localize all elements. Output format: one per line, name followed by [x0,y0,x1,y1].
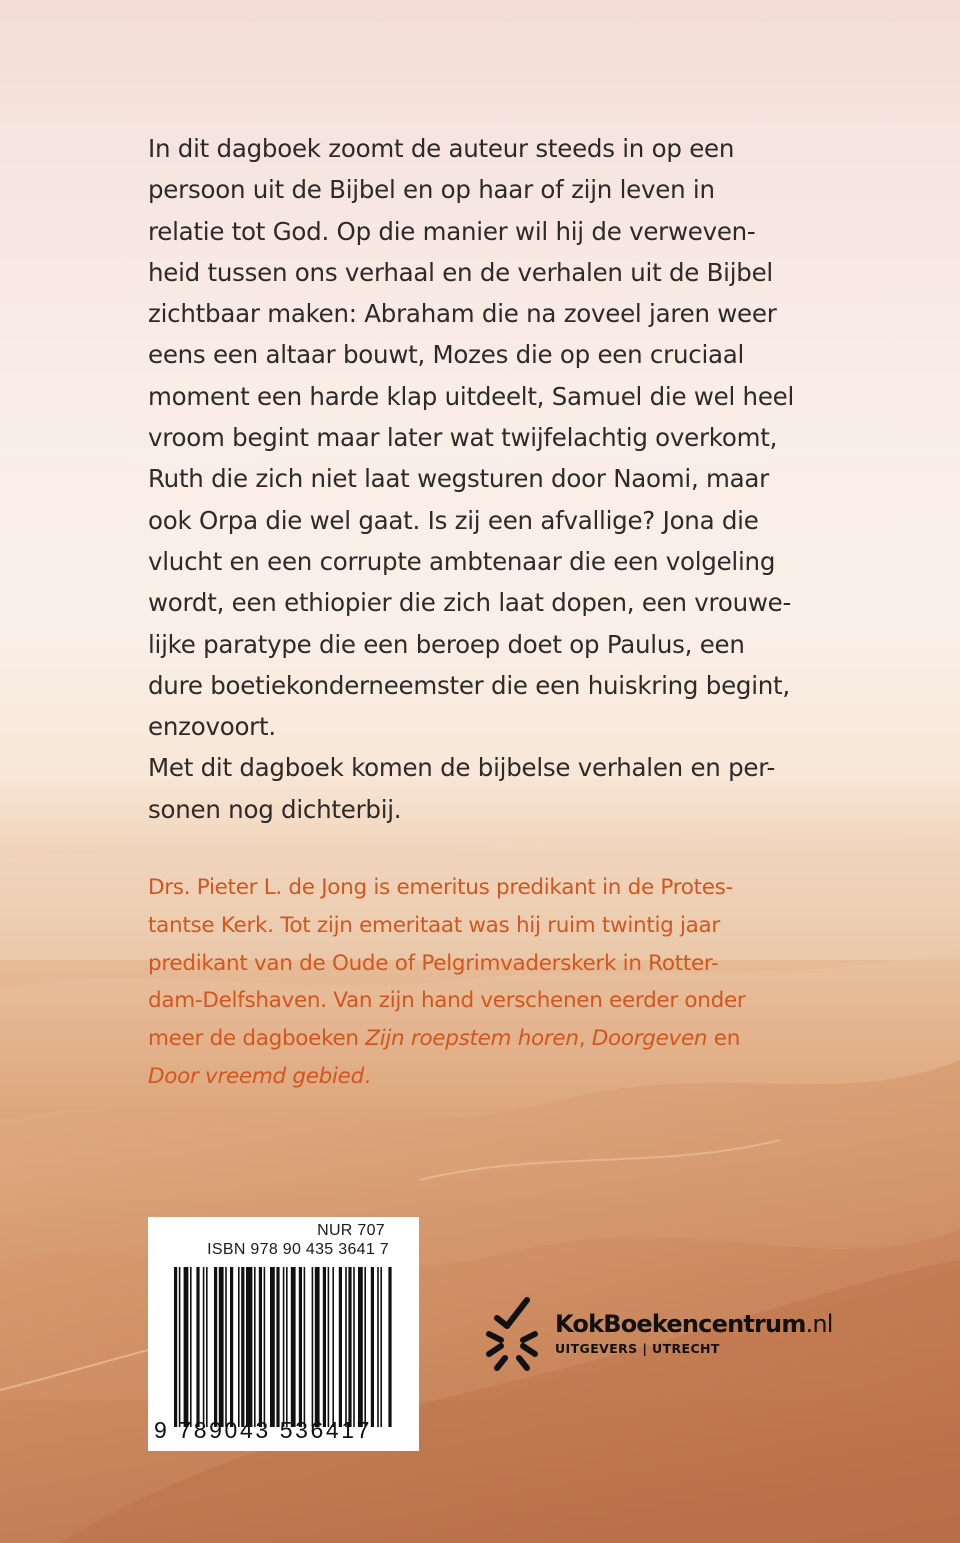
publisher-subtitle: UITGEVERS | UTRECHT [555,1341,720,1356]
publisher-name [555,1310,833,1338]
publisher-name-text: KokBoekencentrum [555,1310,806,1338]
book-title: Door vreemd gebied [148,1063,364,1089]
barcode-icon [174,1267,392,1427]
bio-end: . [363,1063,371,1089]
author-bio-text: Drs. Pieter L. de Jong is emeritus predikant in de Protes- tantse Kerk. Tot zijn emeritaat was hij ruim twintig jaar predikant van de Oude of Pelgrimvaderskerk in Rotter- dam-Delfshaven. Van zijn hand verschenen eerder onder meer de dagboeken [148,875,746,1052]
book-description: In dit dagboek zoomt de auteur steeds in op een persoon uit de Bijbel en op haar of zijn leven in relatie tot God. Op die manier wil hij de verweven- heid tussen ons verhaal en de verhalen uit de Bijbel zichtbaar maken: Abraham die na zoveel jaren weer eens een altaar bouwt, Mozes die op een cruciaal moment een harde klap uitdeelt, Samuel die wel heel vroom begint maar later wat twijfelachtig overkomt, Ruth die zich niet laat wegsturen door Naomi, maar ook Orpa die wel gaat. Is zij een afvallige? Jona die vlucht en een corrupte ambtenaar die een volgeling wordt, een ethiopier die zich laat dopen, een vrouwe- lijke paratype die een beroep doet op Paulus, een dure boetiekonderneemster die een huiskring begint, enzovoort. Met dit dagboek komen de bijbelse verhalen en per- sonen nog dichterbij. [148,134,795,824]
separator: en [713,1026,741,1052]
kokboekencentrum-mark-icon [483,1296,543,1376]
publisher-logo [483,1296,863,1376]
book-title: Doorgeven [591,1026,708,1052]
publisher-domain: .nl [805,1310,833,1338]
isbn-barcode-panel [148,1217,419,1451]
nur-code: NUR 707 [317,1222,385,1239]
author-bio [148,869,828,1096]
isbn-number: ISBN 978 90 435 3641 7 [207,1241,389,1258]
book-title: Zijn roepstem horen [365,1026,579,1052]
separator: , [578,1026,592,1052]
barcode-digits: 9 789043 536417 [154,1417,373,1443]
